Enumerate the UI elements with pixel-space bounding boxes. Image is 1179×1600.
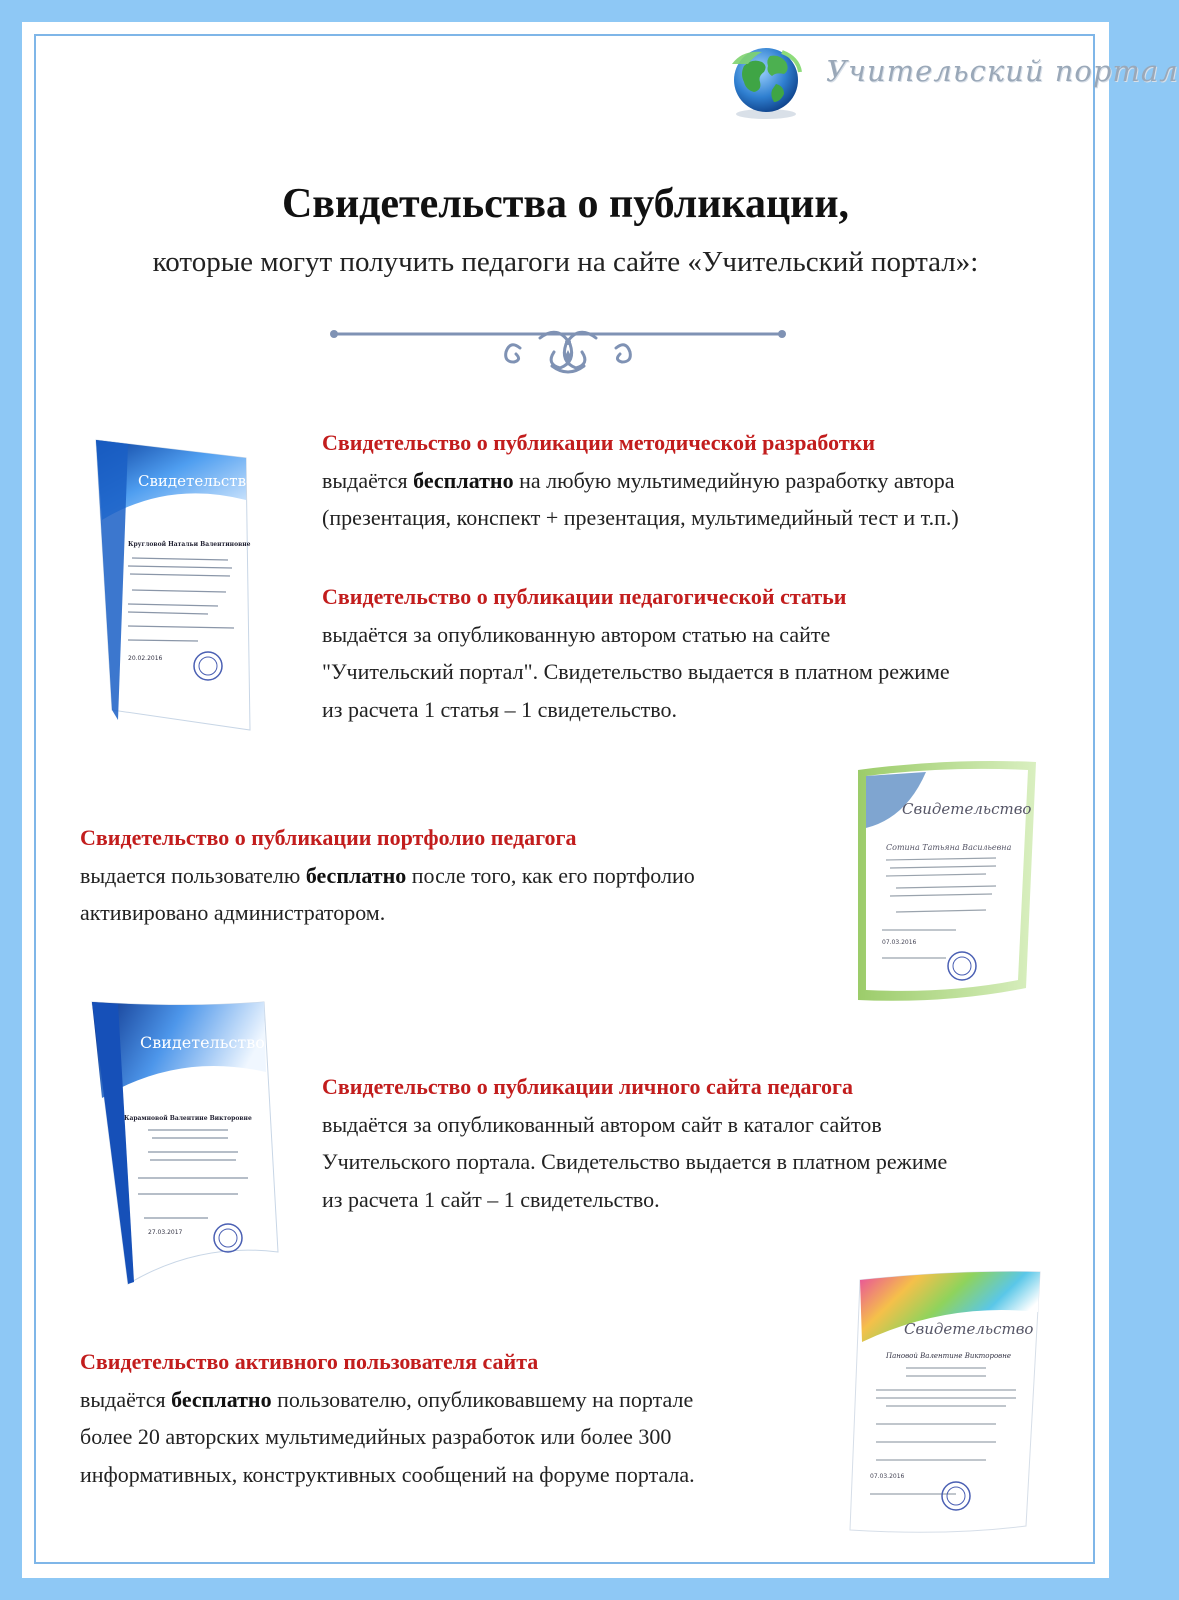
certificate-name: Карамновой Валентине Викторовне [124, 1115, 252, 1122]
free-label: бесплатно [413, 467, 514, 493]
section-heading: Свидетельство активного пользователя сайта [80, 1349, 539, 1374]
certificate-date: 20.02.2016 [128, 655, 163, 662]
section-line: из расчета 1 сайт – 1 свидетельство. [322, 1186, 660, 1212]
globe-icon [722, 42, 814, 122]
section-heading: Свидетельство о публикации портфолио педагога [80, 825, 577, 850]
certificate-date: 07.03.2016 [870, 1473, 905, 1480]
certificate-heading: Свидетельство [140, 1033, 265, 1052]
logo-text: Учительский портал [826, 54, 1179, 88]
site-logo[interactable] [728, 42, 1179, 124]
section-active-user [80, 1343, 695, 1493]
certificate-image-active-user [846, 1272, 1046, 1544]
section-line: выдаётся бесплатно пользователю, опубликовавшему на портале [80, 1386, 694, 1412]
section-line: выдаётся за опубликованный автором сайт в каталог сайтов [322, 1111, 882, 1137]
section-line: активировано администратором. [80, 900, 386, 925]
certificate-name: Пановой Валентине Викторовне [886, 1352, 1011, 1360]
free-label: бесплатно [171, 1386, 272, 1412]
section-article [322, 578, 950, 728]
certificate-heading: Свидетельство [902, 800, 1032, 818]
certificate-image-portfolio [846, 758, 1042, 1020]
section-line: выдается пользователю бесплатно после того, как его портфолио [80, 862, 695, 888]
section-line: "Учительский портал". Свидетельство выдается в платном режиме [322, 659, 950, 684]
certificate-heading: Свидетельство [138, 472, 256, 490]
page-title: Свидетельства о публикации, [281, 181, 850, 227]
certificate-image-website [88, 1002, 284, 1292]
section-line: (презентация, конспект + презентация, мультимедийный тест и т.п.) [322, 505, 959, 530]
section-methodical [322, 424, 959, 537]
certificate-date: 27.03.2017 [148, 1229, 183, 1236]
section-website [322, 1068, 947, 1218]
section-line: более 20 авторских мультимедийных разработок или более 300 [80, 1424, 672, 1449]
certificate-date: 07.03.2016 [882, 939, 917, 946]
certificate-name: Сотина Татьяна Васильевна [886, 843, 1012, 852]
page-subtitle: которые могут получить педагоги на сайте «Учительский портал»: [152, 246, 979, 278]
section-portfolio [80, 819, 695, 932]
free-label: бесплатно [305, 862, 407, 888]
certificate-image-methodical [88, 440, 258, 740]
certificate-name: Кругловой Натальи Валентиновне [128, 541, 251, 548]
section-heading: Свидетельство о публикации личного сайта педагога [322, 1074, 853, 1099]
ornament-divider [330, 320, 805, 390]
section-heading: Свидетельство о публикации педагогической статьи [322, 584, 847, 609]
section-heading: Свидетельство о публикации методической разработки [322, 430, 876, 455]
section-line: выдаётся за опубликованную автором статью на сайте [322, 621, 831, 647]
section-line: из расчета 1 статья – 1 свидетельство. [322, 696, 678, 722]
section-line: выдаётся бесплатно на любую мультимедийную разработку автора [322, 467, 955, 493]
certificate-heading: Свидетельство [904, 1320, 1034, 1338]
section-line: информативных, конструктивных сообщений на форуме портала. [80, 1461, 695, 1487]
section-line: Учительского портала. Свидетельство выдается в платном режиме [322, 1149, 948, 1174]
